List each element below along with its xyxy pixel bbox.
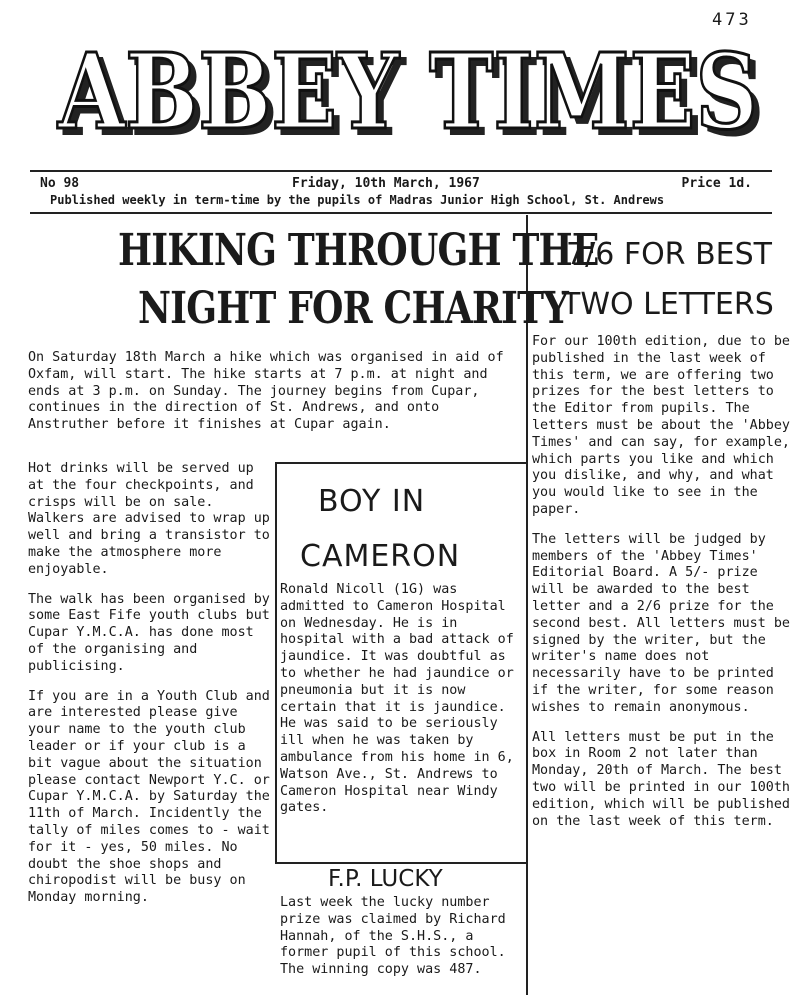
letters-headline-line1: 7/6 FOR BEST [566, 237, 772, 272]
fp-article-text: Last week the lucky number prize was claimed by Richard Hannah, of the S.H.S., a former pupil of this school. The winning copy was 487. [280, 895, 506, 978]
hike-headline-line2: NIGHT FOR CHARITY [138, 283, 569, 334]
letters-column [532, 334, 790, 843]
hike-headline-line1: HIKING THROUGH THE [118, 225, 599, 276]
hike-column [28, 461, 276, 920]
masthead [18, 30, 788, 160]
issue-number: No 98 [40, 176, 80, 191]
issue-line [40, 176, 762, 194]
boy-headline-line2: CAMERON [300, 539, 461, 574]
hike-paragraph: If you are in a Youth Club and are interested please give your name to the youth club leader or if your club is a bit vague about the situation please contact Newport Y.C. or Cupar Y.M.C.A. by Saturday the 11th of March. Incidently the tally of miles comes to - wait for it - yes, 50 miles. No doubt the shoe shops and chiropodist will be busy on Monday morning. [28, 688, 270, 906]
letters-paragraph: All letters must be put in the box in Room 2 not later than Monday, 20th of March. The best two will be printed in our 100th edition, which will be published on the last week of this term. [532, 729, 790, 829]
boy-article-text: Ronald Nicoll (1G) was admitted to Cameron Hospital on Wednesday. He is in hospital with a bad attack of jaundice. It was doubtful as to whether he had jaundice or pneumonia but it is now certain that it is jaundice. He was said to be seriously ill when he was taken by ambulance from his home in 6, Watson Ave., St. Andrews to Cameron Hospital near Windy gates. [280, 582, 514, 816]
hike-paragraph: The walk has been organised by some East Fife youth clubs but Cupar Y.M.C.A. has done most of the organising and publicising. [28, 591, 270, 674]
hike-paragraph: Hot drinks will be served up at the four checkpoints, and crisps will be on sale. Walkers are advised to wrap up well and bring a transistor to make the atmosphere more enjoyable. [28, 461, 270, 577]
masthead-shadow: ABBEY TIMES [63, 36, 765, 159]
boy-headline-line1: BOY IN [318, 484, 426, 519]
letters-paragraph: The letters will be judged by members of the 'Abbey Times' Editorial Board. A 5/- prize will be awarded to the best letter and a 2/6 prize for the second best. All letters must be signed by the writer, but the writer's name does not necessarily have to be printed if the writer, for some reason wishes to remain anonymous. [532, 531, 790, 715]
masthead-title: ABBEY TIMES [57, 30, 759, 153]
masthead-logo [18, 30, 788, 160]
letters-paragraph: For our 100th edition, due to be published in the last week of this term, we are offering two prizes for the best letters to the Editor from pupils. The letters must be about the 'Abbey Times' and can say, for example, which parts you like and which you dislike, and why, and what you would like to see in the paper. [532, 334, 790, 517]
publisher-line: Published weekly in term-time by the pupils of Madras Junior High School, St. Andrews [50, 193, 665, 207]
page-number: 473 [712, 10, 752, 30]
issue-price: Price 1d. [681, 176, 752, 191]
letters-headline-line2: TWO LETTERS [562, 287, 774, 322]
issue-rule-bottom [30, 212, 772, 214]
issue-date: Friday, 10th March, 1967 [292, 176, 480, 191]
fp-headline: F.P. LUCKY [328, 866, 443, 892]
hike-intro: On Saturday 18th March a hike which was organised in aid of Oxfam, will start. The hike starts at 7 p.m. at night and ends at 3 p.m. on Sunday. The journey begins from Cupar, continues in the direction of St. Andrews, and onto Anstruther before it finishes at Cupar again. [28, 350, 504, 433]
issue-rule-top [30, 170, 772, 172]
